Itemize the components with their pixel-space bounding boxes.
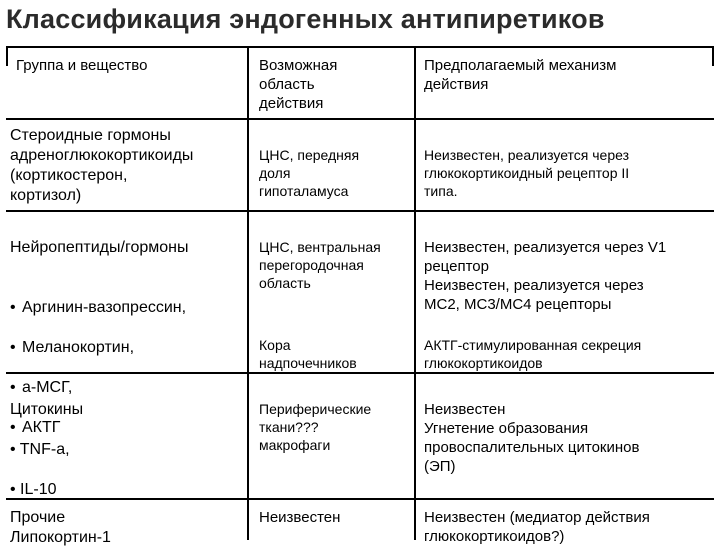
- list-item-text: а-МСГ,: [22, 379, 73, 396]
- row-steroids-area: ЦНС, передняя доля гипоталамуса: [259, 147, 360, 199]
- antipyretics-table: [6, 46, 714, 546]
- bullet-icon: •: [10, 481, 21, 498]
- list-item-text: Аргинин-вазопрессин,: [22, 299, 187, 316]
- row-steroids-group: Стероидные гормоны адреноглюкокортикоиды (кортикостерон, кортизол): [10, 127, 194, 204]
- header-area: Возможная область действия: [259, 57, 338, 112]
- row-cytokines-title: Цитокины: [10, 401, 84, 418]
- list-item: [10, 298, 188, 318]
- list-item: [10, 440, 83, 460]
- row-neuropeptides-area: ЦНС, вентральная перегородочная область: [259, 239, 381, 291]
- column-divider: [414, 46, 416, 540]
- row-cytokines-group: [10, 380, 83, 520]
- header-group: Группа и вещество: [16, 57, 148, 74]
- row-other-mechanism: Неизвестен (медиатор действия глюкокортикоидов?): [424, 509, 650, 545]
- table-border-top: [6, 46, 714, 48]
- list-item-text: TNF-а,: [19, 441, 70, 458]
- row-divider: [6, 498, 714, 500]
- row-divider: [6, 118, 714, 120]
- row-neuropeptides-mechanism2: АКТГ-стимулированная секреция глюкокортикоидов: [424, 337, 642, 371]
- row-neuropeptides-area2: Кора надпочечников: [259, 337, 357, 371]
- bullet-icon: •: [10, 299, 16, 316]
- row-other-group: Прочие Липокортин-1: [10, 509, 111, 546]
- bullet-icon: •: [10, 379, 16, 396]
- header-mechanism: Предполагаемый механизм действия: [424, 57, 617, 93]
- list-item: [10, 480, 83, 500]
- row-neuropeptides-mechanism: Неизвестен, реализуется через V1 рецептор Неизвестен, реализуется через МС2, МС3/МС4 рецепторы: [424, 239, 667, 313]
- bullet-icon: •: [10, 441, 20, 458]
- row-cytokines-mechanism: Неизвестен Угнетение образования провоспалительных цитокинов (ЭП): [424, 401, 640, 475]
- bullet-icon: •: [10, 419, 16, 436]
- page-title: Классификация эндогенных антипиретиков: [6, 4, 605, 34]
- row-cytokines-area: Периферические ткани??? макрофаги: [259, 401, 372, 453]
- row-other-area: Неизвестен: [259, 509, 341, 526]
- column-divider: [247, 46, 249, 540]
- list-item-text: Меланокортин,: [22, 339, 135, 356]
- list-item-text: IL-10: [20, 481, 57, 498]
- row-neuropeptides-title: Нейропептиды/гормоны: [10, 239, 189, 256]
- row-steroids-mechanism: Неизвестен, реализуется через глюкокортикоидный рецептор II типа.: [424, 147, 630, 199]
- list-item-text: АКТГ: [22, 419, 61, 436]
- table-border-left: [6, 46, 8, 66]
- bullet-icon: •: [10, 339, 16, 356]
- table-border-right: [712, 46, 714, 66]
- list-item: [10, 338, 188, 358]
- row-divider: [6, 210, 714, 212]
